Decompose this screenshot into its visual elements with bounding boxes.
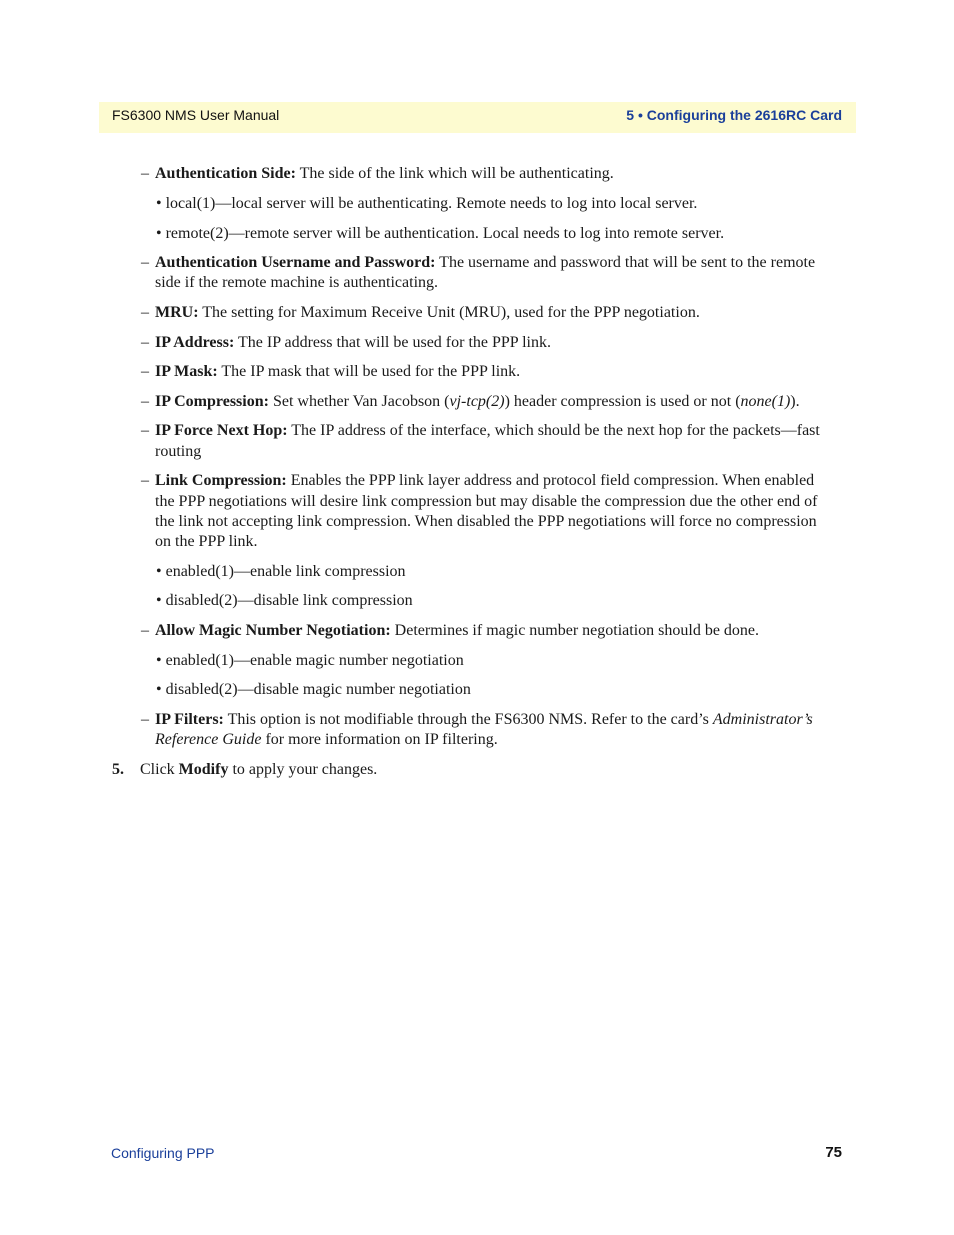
item-ip-compression: [155, 392, 845, 412]
item-link-compression-cont: the PPP negotiations will desire link compression but may disable the compression due the other end of: [155, 493, 818, 510]
term: Authentication Username and Password:: [155, 254, 436, 271]
term: IP Filters:: [155, 711, 224, 728]
term: IP Address:: [155, 334, 235, 351]
dash-marker: –: [141, 472, 149, 489]
dash-marker: –: [141, 304, 149, 321]
item-ip-force-next-hop: [155, 421, 845, 441]
bullet-link-enabled: • enabled(1)—enable link compression: [156, 563, 406, 580]
running-header: [99, 102, 856, 133]
chapter-title: 5 • Configuring the 2616RC Card: [626, 107, 842, 123]
value-none: none(1): [740, 393, 791, 410]
dash-marker: –: [141, 711, 149, 728]
description: The side of the link which will be authenticating.: [295, 165, 614, 182]
description: ).: [790, 393, 800, 410]
dash-marker: –: [141, 254, 149, 271]
description: The IP mask that will be used for the PPP link.: [217, 363, 521, 380]
item-auth-username-cont: side if the remote machine is authenticating.: [155, 274, 439, 291]
guide-title: Reference Guide: [155, 731, 262, 748]
dash-marker: –: [141, 422, 149, 439]
item-ip-address: [155, 333, 845, 353]
value-vj-tcp: vj-tcp(2): [449, 393, 505, 410]
bullet-local: • local(1)—local server will be authenticating. Remote needs to log into local server.: [156, 195, 698, 212]
term: IP Mask:: [155, 363, 218, 380]
item-link-compression-cont: the link not accepting link compression. When disabled the PPP negotiations will force no compression: [155, 513, 817, 530]
term: IP Force Next Hop:: [155, 422, 288, 439]
term: Allow Magic Number Negotiation:: [155, 622, 391, 639]
dash-marker: –: [141, 165, 149, 182]
section-footer: Configuring PPP: [111, 1145, 215, 1161]
description: Set whether Van Jacobson (: [268, 393, 450, 410]
term: Link Compression:: [155, 472, 287, 489]
dash-marker: –: [141, 622, 149, 639]
step-instruction: [140, 760, 377, 780]
bullet-magic-enabled: • enabled(1)—enable magic number negotiation: [156, 652, 464, 669]
item-ip-filters-cont: [155, 730, 845, 750]
term: Authentication Side:: [155, 165, 296, 182]
dash-marker: –: [141, 393, 149, 410]
item-authentication-side: [155, 164, 845, 184]
step-text: Click: [140, 761, 179, 778]
bullet-magic-disabled: • disabled(2)—disable magic number negotiation: [156, 681, 471, 698]
step-number: 5.: [112, 761, 124, 778]
description: The username and password that will be sent to the remote: [435, 254, 816, 271]
guide-title: Administrator’s: [712, 711, 813, 728]
description: Determines if magic number negotiation should be done.: [390, 622, 760, 639]
description: This option is not modifiable through the FS6300 NMS. Refer to the card’s: [223, 711, 713, 728]
bullet-remote: • remote(2)—remote server will be authentication. Local needs to log into remote server.: [156, 225, 725, 242]
term: MRU:: [155, 304, 199, 321]
bullet-link-disabled: • disabled(2)—disable link compression: [156, 592, 413, 609]
description: The setting for Maximum Receive Unit (MRU), used for the PPP negotiation.: [198, 304, 700, 321]
description: for more information on IP filtering.: [261, 731, 498, 748]
description: The IP address of the interface, which should be the next hop for the packets—fast: [287, 422, 820, 439]
item-ip-mask: [155, 362, 845, 382]
dash-marker: –: [141, 334, 149, 351]
item-ip-filters: [155, 710, 845, 730]
modify-label: Modify: [178, 761, 229, 778]
item-auth-username: [155, 253, 845, 273]
item-mru: [155, 303, 845, 323]
term: IP Compression:: [155, 393, 269, 410]
description: The IP address that will be used for the PPP link.: [234, 334, 551, 351]
item-link-compression-cont: on the PPP link.: [155, 533, 258, 550]
description: Enables the PPP link layer address and protocol field compression. When enabled: [286, 472, 815, 489]
manual-title: FS6300 NMS User Manual: [112, 107, 280, 123]
item-link-compression: [155, 471, 845, 491]
page-number: 75: [825, 1144, 842, 1161]
dash-marker: –: [141, 363, 149, 380]
item-ip-force-cont: routing: [155, 443, 202, 460]
step-text: to apply your changes.: [228, 761, 378, 778]
item-magic-number: [155, 621, 845, 641]
description: ) header compression is used or not (: [504, 393, 741, 410]
